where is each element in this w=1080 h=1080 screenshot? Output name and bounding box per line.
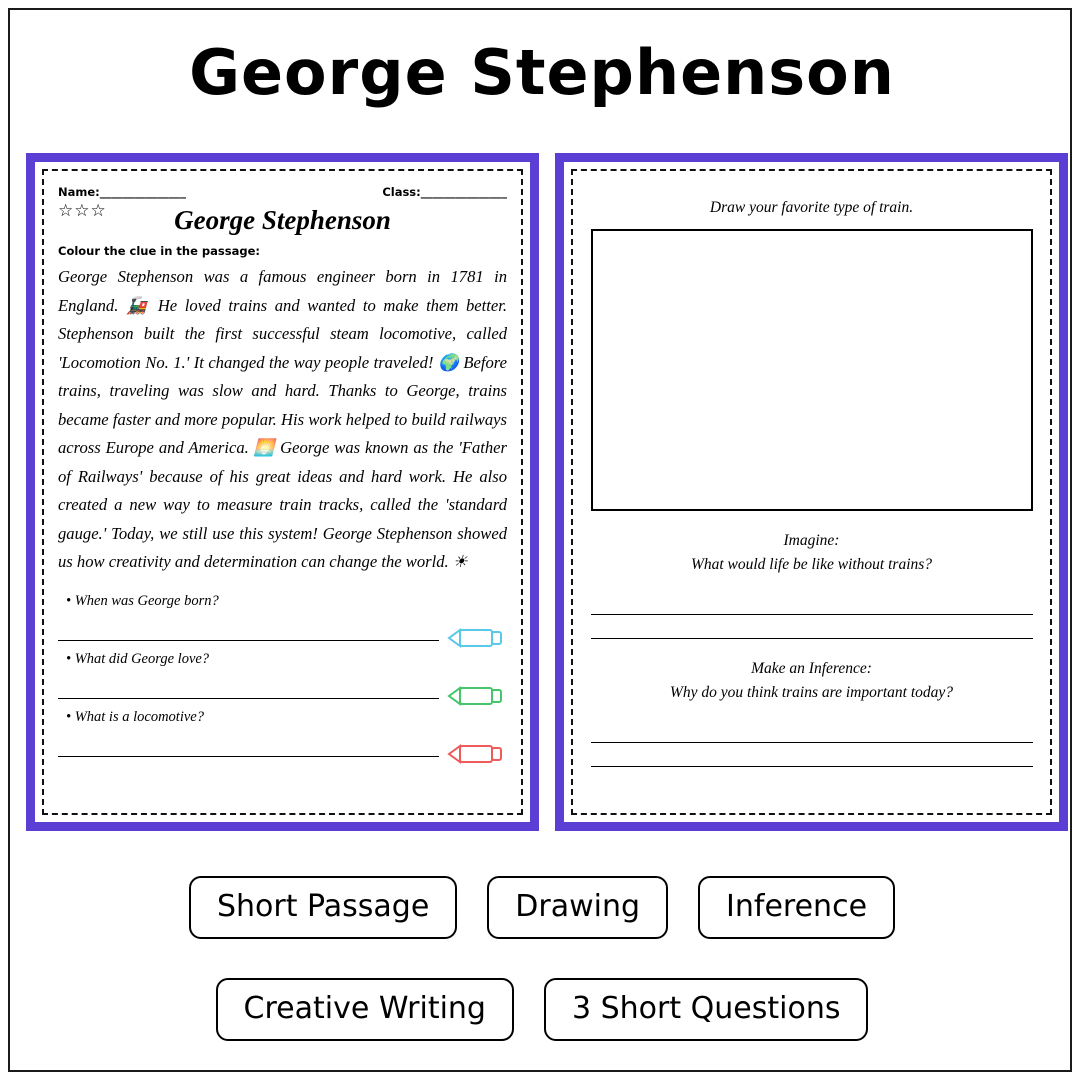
feature-tags-row-1 bbox=[10, 876, 1074, 939]
answer-line[interactable] bbox=[591, 719, 1033, 743]
imagine-question: What would life be like without trains? bbox=[690, 556, 933, 574]
crayon-icon bbox=[447, 627, 505, 649]
drawing-prompt: Draw your favorite type of train. bbox=[709, 199, 914, 216]
crayon-icon bbox=[447, 743, 505, 765]
tag-short-passage[interactable]: Short Passage bbox=[189, 876, 457, 939]
question-item bbox=[58, 709, 507, 767]
question-text: • When was George born? bbox=[66, 592, 219, 609]
worksheet-page-left bbox=[26, 153, 539, 831]
reading-passage: George Stephenson was a famous engineer born in 1781 in England. 🚂 He loved trains and wanted to make them better. Stephenson built the first successful steam locomotive, called 'Locomotion No. 1.' It changed the way people traveled! 🌍 Before trains, traveling was slow and hard. Thanks to George, trains became faster and more popular. His work helped to build railways across Europe and America. 🌅 George was known as the 'Father of Railways' because of his great ideas and hard work. He also created a new way to measure train tracks, called the 'standard gauge.' Today, we still use this system! George Stephenson showed us how creativity and determination can change the world. ☀ bbox=[58, 267, 507, 572]
crayon-icon bbox=[447, 685, 505, 707]
worksheet-page-right bbox=[555, 153, 1068, 831]
answer-line[interactable] bbox=[591, 591, 1033, 615]
rating-stars[interactable]: ☆☆☆ bbox=[58, 201, 107, 220]
worksheet-left-inner bbox=[42, 169, 523, 815]
imagine-answer-lines bbox=[591, 591, 1033, 639]
tag-three-short-questions[interactable]: 3 Short Questions bbox=[544, 978, 868, 1041]
instruction-text: Colour the clue in the passage: bbox=[58, 244, 260, 258]
answer-line[interactable] bbox=[58, 698, 439, 699]
class-field[interactable]: Class:_______________ bbox=[382, 185, 507, 199]
imagine-heading: Imagine: bbox=[783, 532, 840, 549]
tag-drawing[interactable]: Drawing bbox=[487, 876, 668, 939]
answer-line[interactable] bbox=[58, 756, 439, 757]
answer-line[interactable] bbox=[591, 743, 1033, 767]
question-item bbox=[58, 651, 507, 709]
question-text: • What is a locomotive? bbox=[66, 708, 204, 725]
drawing-area[interactable] bbox=[591, 229, 1033, 511]
tag-creative-writing[interactable]: Creative Writing bbox=[216, 978, 514, 1041]
inference-answer-lines bbox=[591, 719, 1033, 767]
questions-list bbox=[58, 593, 507, 767]
question-text: • What did George love? bbox=[66, 650, 210, 667]
tag-inference[interactable]: Inference bbox=[698, 876, 895, 939]
question-item bbox=[58, 593, 507, 651]
poster-frame bbox=[8, 8, 1072, 1072]
student-info-row bbox=[58, 185, 507, 199]
answer-line[interactable] bbox=[58, 640, 439, 641]
answer-line[interactable] bbox=[591, 615, 1033, 639]
feature-tags-row-2 bbox=[10, 978, 1074, 1041]
inference-heading: Make an Inference: bbox=[751, 660, 872, 678]
worksheet-right-inner bbox=[571, 169, 1052, 815]
worksheet-title: George Stephenson bbox=[174, 205, 391, 235]
inference-question: Why do you think trains are important today? bbox=[669, 684, 954, 702]
name-field[interactable]: Name:_______________ bbox=[58, 185, 187, 199]
page-title: George Stephenson bbox=[189, 36, 895, 109]
